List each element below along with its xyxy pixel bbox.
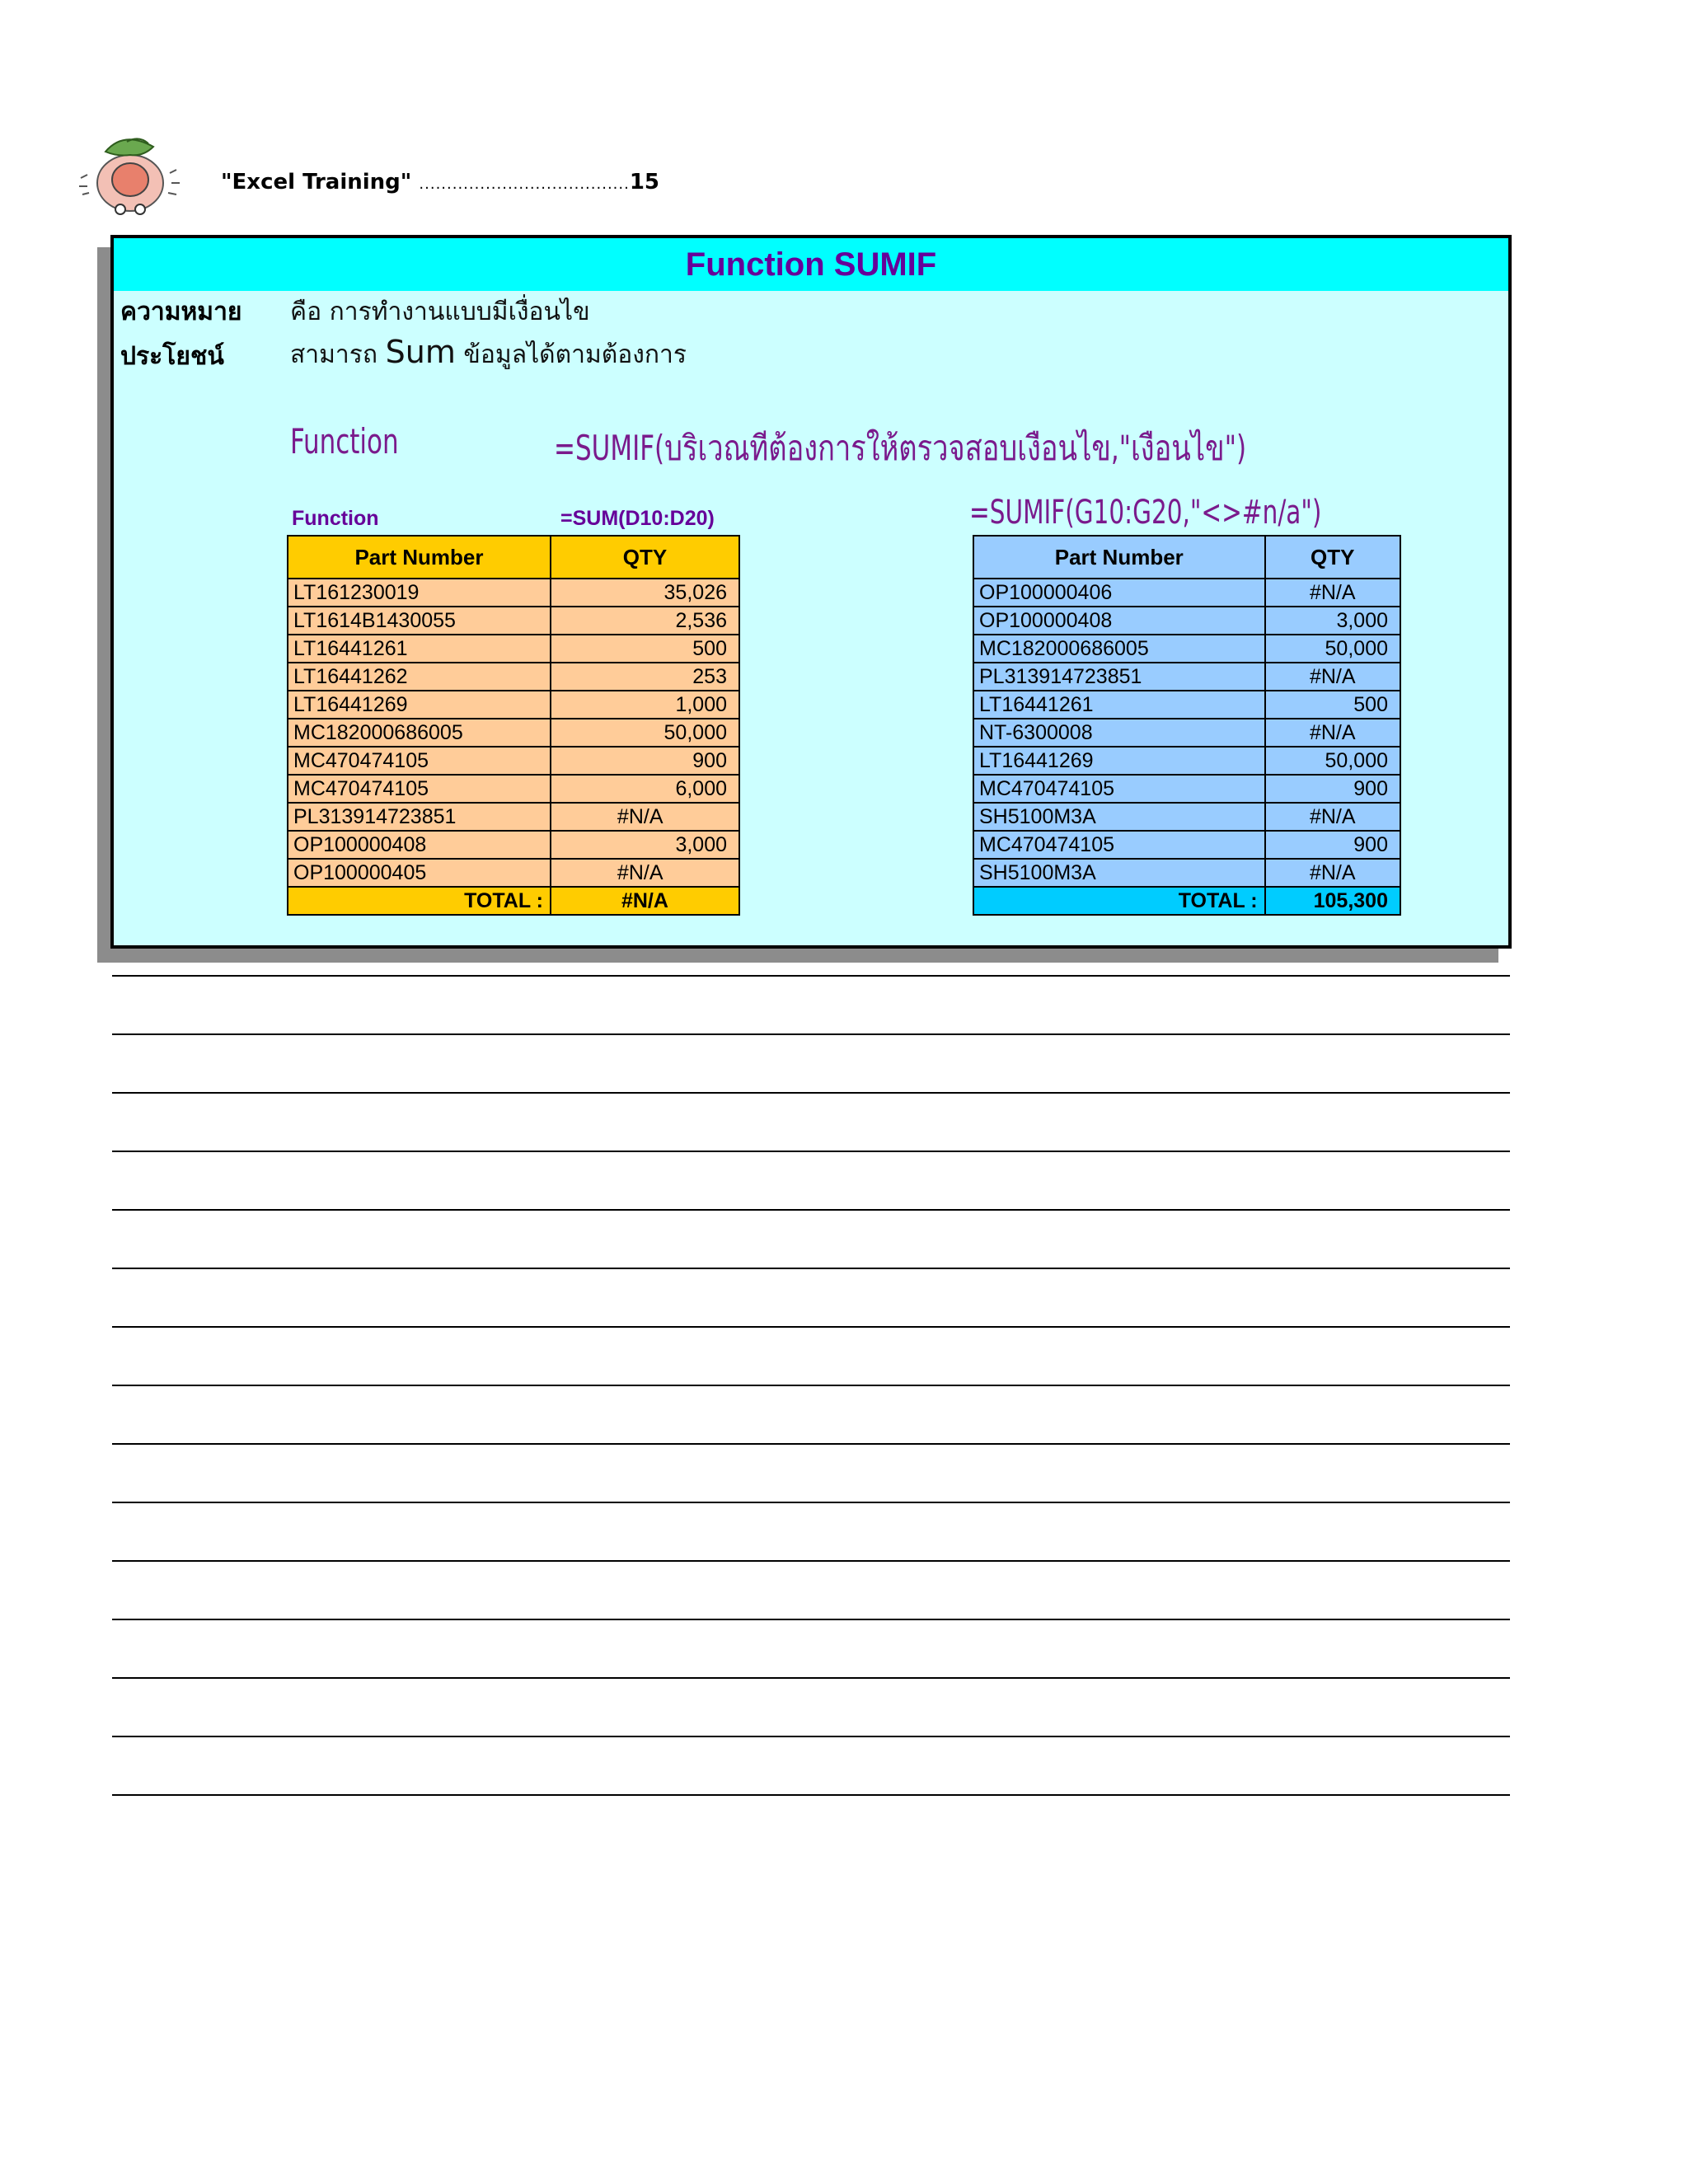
right-formula: =SUMIF(G10:G20,"<>#n/a") xyxy=(969,494,1322,532)
left-header-part: Part Number xyxy=(288,536,551,579)
note-line xyxy=(112,975,1510,977)
note-line xyxy=(112,1619,1510,1620)
note-line xyxy=(112,1151,1510,1152)
total-value: 105,300 xyxy=(1265,887,1400,915)
note-line xyxy=(112,1502,1510,1503)
note-line xyxy=(112,1677,1510,1679)
left-function-label: Function xyxy=(292,507,379,530)
qty-cell: 1,000 xyxy=(551,691,739,719)
qty-cell: #N/A xyxy=(551,859,739,887)
part-cell: OP100000408 xyxy=(973,607,1265,635)
part-cell: LT16441269 xyxy=(973,747,1265,775)
qty-cell: 900 xyxy=(1265,775,1400,803)
table-row xyxy=(973,775,1400,803)
table-row xyxy=(973,719,1400,747)
qty-cell: 50,000 xyxy=(1265,635,1400,663)
note-line xyxy=(112,1326,1510,1328)
table-row xyxy=(288,831,739,859)
panel-title: Function SUMIF xyxy=(114,238,1508,291)
qty-cell: 50,000 xyxy=(1265,747,1400,775)
qty-cell: #N/A xyxy=(1265,719,1400,747)
meaning-label: ความหมาย xyxy=(120,298,242,326)
note-line xyxy=(112,1268,1510,1269)
note-line xyxy=(112,1033,1510,1035)
note-line xyxy=(112,1560,1510,1562)
qty-cell: 6,000 xyxy=(551,775,739,803)
qty-cell: 2,536 xyxy=(551,607,739,635)
qty-cell: 500 xyxy=(551,635,739,663)
table-row xyxy=(288,719,739,747)
function-label: Function xyxy=(290,421,399,462)
left-header-qty: QTY xyxy=(551,536,739,579)
part-cell: LT16441269 xyxy=(288,691,551,719)
note-line xyxy=(112,1092,1510,1094)
header-dots: ...................................... xyxy=(419,176,630,193)
table-row xyxy=(288,775,739,803)
part-cell: SH5100M3A xyxy=(973,859,1265,887)
note-line xyxy=(112,1736,1510,1737)
part-cell: OP100000405 xyxy=(288,859,551,887)
total-value: #N/A xyxy=(551,887,739,915)
part-cell: LT16441261 xyxy=(288,635,551,663)
total-label: TOTAL : xyxy=(288,887,551,915)
table-row xyxy=(973,831,1400,859)
part-cell: LT1614B1430055 xyxy=(288,607,551,635)
qty-cell: 3,000 xyxy=(551,831,739,859)
qty-cell: #N/A xyxy=(1265,803,1400,831)
right-table-header xyxy=(973,536,1400,579)
table-row xyxy=(288,803,739,831)
left-table-header xyxy=(288,536,739,579)
part-cell: OP100000406 xyxy=(973,579,1265,607)
note-line xyxy=(112,1385,1510,1386)
table-row xyxy=(973,859,1400,887)
function-syntax: =SUMIF(บริเวณทีต้องการให้ตรวจสอบเงือนไข,"เงือนไข") xyxy=(554,428,1247,468)
table-row xyxy=(288,691,739,719)
left-table xyxy=(287,535,740,916)
total-label: TOTAL : xyxy=(973,887,1265,915)
header-title: "Excel Training" xyxy=(221,170,412,194)
left-formula: =SUM(D10:D20) xyxy=(560,507,715,530)
table-row xyxy=(973,607,1400,635)
qty-cell: #N/A xyxy=(1265,579,1400,607)
table-row xyxy=(288,859,739,887)
benefit-text xyxy=(290,334,687,374)
meaning-text: คือ การทำงานแบบมีเงื่อนไข xyxy=(290,298,590,326)
qty-cell: 253 xyxy=(551,663,739,691)
table-row xyxy=(973,803,1400,831)
table-row xyxy=(288,607,739,635)
table-row xyxy=(973,747,1400,775)
qty-cell: #N/A xyxy=(551,803,739,831)
part-cell: PL313914723851 xyxy=(973,663,1265,691)
sumif-panel xyxy=(110,235,1512,949)
total-row xyxy=(973,887,1400,915)
total-row xyxy=(288,887,739,915)
table-row xyxy=(973,635,1400,663)
table-row xyxy=(973,663,1400,691)
right-table xyxy=(973,535,1401,916)
table-row xyxy=(973,579,1400,607)
right-header-qty: QTY xyxy=(1265,536,1400,579)
qty-cell: 900 xyxy=(551,747,739,775)
table-row xyxy=(288,635,739,663)
benefit-sum: Sum xyxy=(385,334,456,370)
right-header-part: Part Number xyxy=(973,536,1265,579)
qty-cell: 900 xyxy=(1265,831,1400,859)
part-cell: MC470474105 xyxy=(288,775,551,803)
qty-cell: #N/A xyxy=(1265,663,1400,691)
part-cell: LT16441261 xyxy=(973,691,1265,719)
qty-cell: #N/A xyxy=(1265,859,1400,887)
qty-cell: 50,000 xyxy=(551,719,739,747)
benefit-suffix: ข้อมูลได้ตามต้องการ xyxy=(463,340,687,369)
part-cell: SH5100M3A xyxy=(973,803,1265,831)
benefit-prefix: สามารถ xyxy=(290,340,378,369)
part-cell: MC470474105 xyxy=(973,831,1265,859)
part-cell: LT161230019 xyxy=(288,579,551,607)
note-line xyxy=(112,1443,1510,1445)
part-cell: LT16441262 xyxy=(288,663,551,691)
page-number: 15 xyxy=(629,170,660,194)
mascot-logo-icon xyxy=(73,132,185,218)
part-cell: MC182000686005 xyxy=(288,719,551,747)
part-cell: MC470474105 xyxy=(973,775,1265,803)
note-line xyxy=(112,1209,1510,1211)
table-row xyxy=(288,663,739,691)
table-row xyxy=(288,579,739,607)
table-row xyxy=(973,691,1400,719)
qty-cell: 3,000 xyxy=(1265,607,1400,635)
qty-cell: 35,026 xyxy=(551,579,739,607)
benefit-label: ประโยชน์ xyxy=(120,342,224,371)
qty-cell: 500 xyxy=(1265,691,1400,719)
header-line xyxy=(221,170,659,194)
part-cell: MC470474105 xyxy=(288,747,551,775)
part-cell: MC182000686005 xyxy=(973,635,1265,663)
note-line xyxy=(112,1794,1510,1796)
part-cell: NT-6300008 xyxy=(973,719,1265,747)
part-cell: OP100000408 xyxy=(288,831,551,859)
part-cell: PL313914723851 xyxy=(288,803,551,831)
table-row xyxy=(288,747,739,775)
